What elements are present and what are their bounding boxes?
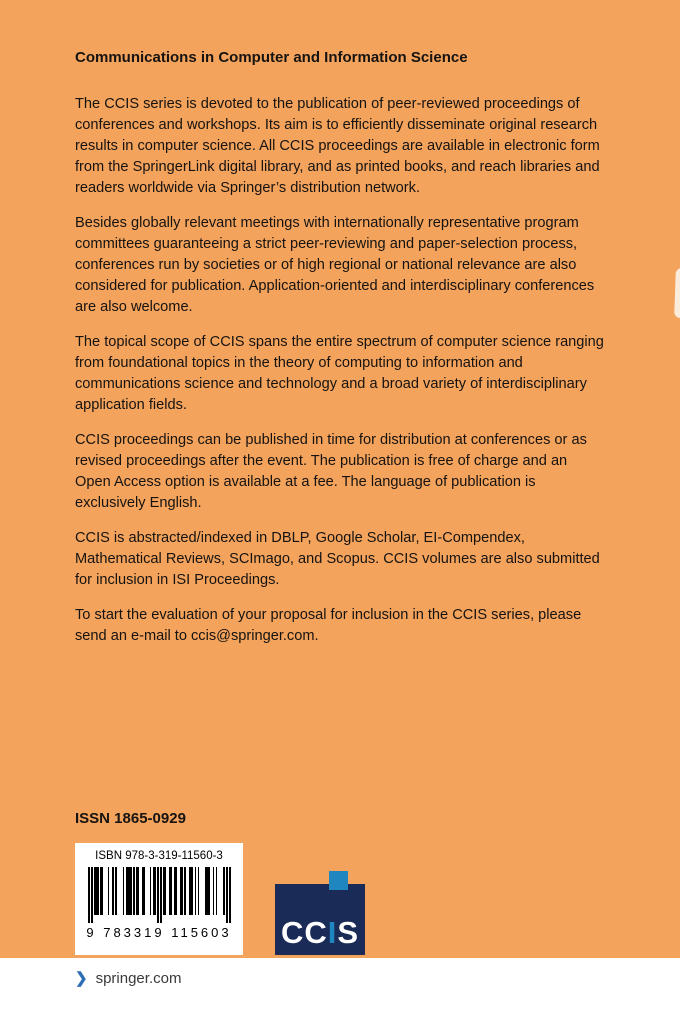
blurb-paragraph: The topical scope of CCIS spans the entire spectrum of computer science ranging from foundational topics in the theory of computing to information and communications science and technology and a broad variety of interdisciplinary application fields. bbox=[75, 334, 604, 413]
ccis-letter-s: S bbox=[337, 915, 360, 950]
publisher-footer bbox=[0, 958, 680, 1020]
page-edge-artifact bbox=[674, 268, 680, 318]
blurb-paragraph: To start the evaluation of your proposal for inclusion in the CCIS series, please send an e-mail to ccis@springer.com. bbox=[75, 607, 582, 644]
blurb-paragraph: The CCIS series is devoted to the publication of peer-reviewed proceedings of conferences and workshops. Its aim is to efficiently disseminate original research results in computer science. All CCIS proceedings are available in electronic form from the SpringerLink digital library, and as printed books, and reach libraries and readers worldwide via Springer’s distribution network. bbox=[75, 96, 600, 196]
ccis-logo-accent-square bbox=[329, 871, 348, 890]
ccis-logo-text bbox=[281, 917, 359, 955]
blurb-paragraph: CCIS proceedings can be published in time for distribution at conferences or as revised proceedings after the event. The publication is free of charge and an Open Access option is available at a fee. The language of publication is exclusively English. bbox=[75, 432, 587, 511]
blurb-paragraph: Besides globally relevant meetings with internationally representative program committees guaranteeing a strict peer-reviewing and paper-selection process, conferences run by societies or of high regional or national relevance are also considered for publication. Application-oriented and interdisciplinary conferences are also welcome. bbox=[75, 215, 595, 315]
barcode-digits: 9 783319 115603 bbox=[86, 925, 232, 940]
blurb-paragraph: CCIS is abstracted/indexed in DBLP, Google Scholar, EI-Compendex, Mathematical Reviews, SCImago, and Scopus. CCIS volumes are also submitted for inclusion in ISI Proceedings. bbox=[75, 530, 600, 588]
ccis-letters-cc: CC bbox=[280, 915, 328, 950]
springer-chevron-icon: ❯ bbox=[75, 970, 88, 987]
issn-number: ISSN 1865-0929 bbox=[75, 810, 186, 827]
series-title: Communications in Computer and Information Science bbox=[75, 49, 468, 66]
blurb-content bbox=[75, 48, 605, 661]
ean13-barcode bbox=[88, 867, 230, 923]
isbn-barcode-block bbox=[75, 843, 243, 955]
ccis-logo bbox=[275, 884, 365, 955]
ccis-letter-i: I bbox=[327, 915, 338, 950]
isbn-label: ISBN 978-3-319-11560-3 bbox=[95, 850, 223, 862]
publisher-url: springer.com bbox=[95, 970, 182, 987]
ccis-logo-square bbox=[275, 884, 365, 955]
